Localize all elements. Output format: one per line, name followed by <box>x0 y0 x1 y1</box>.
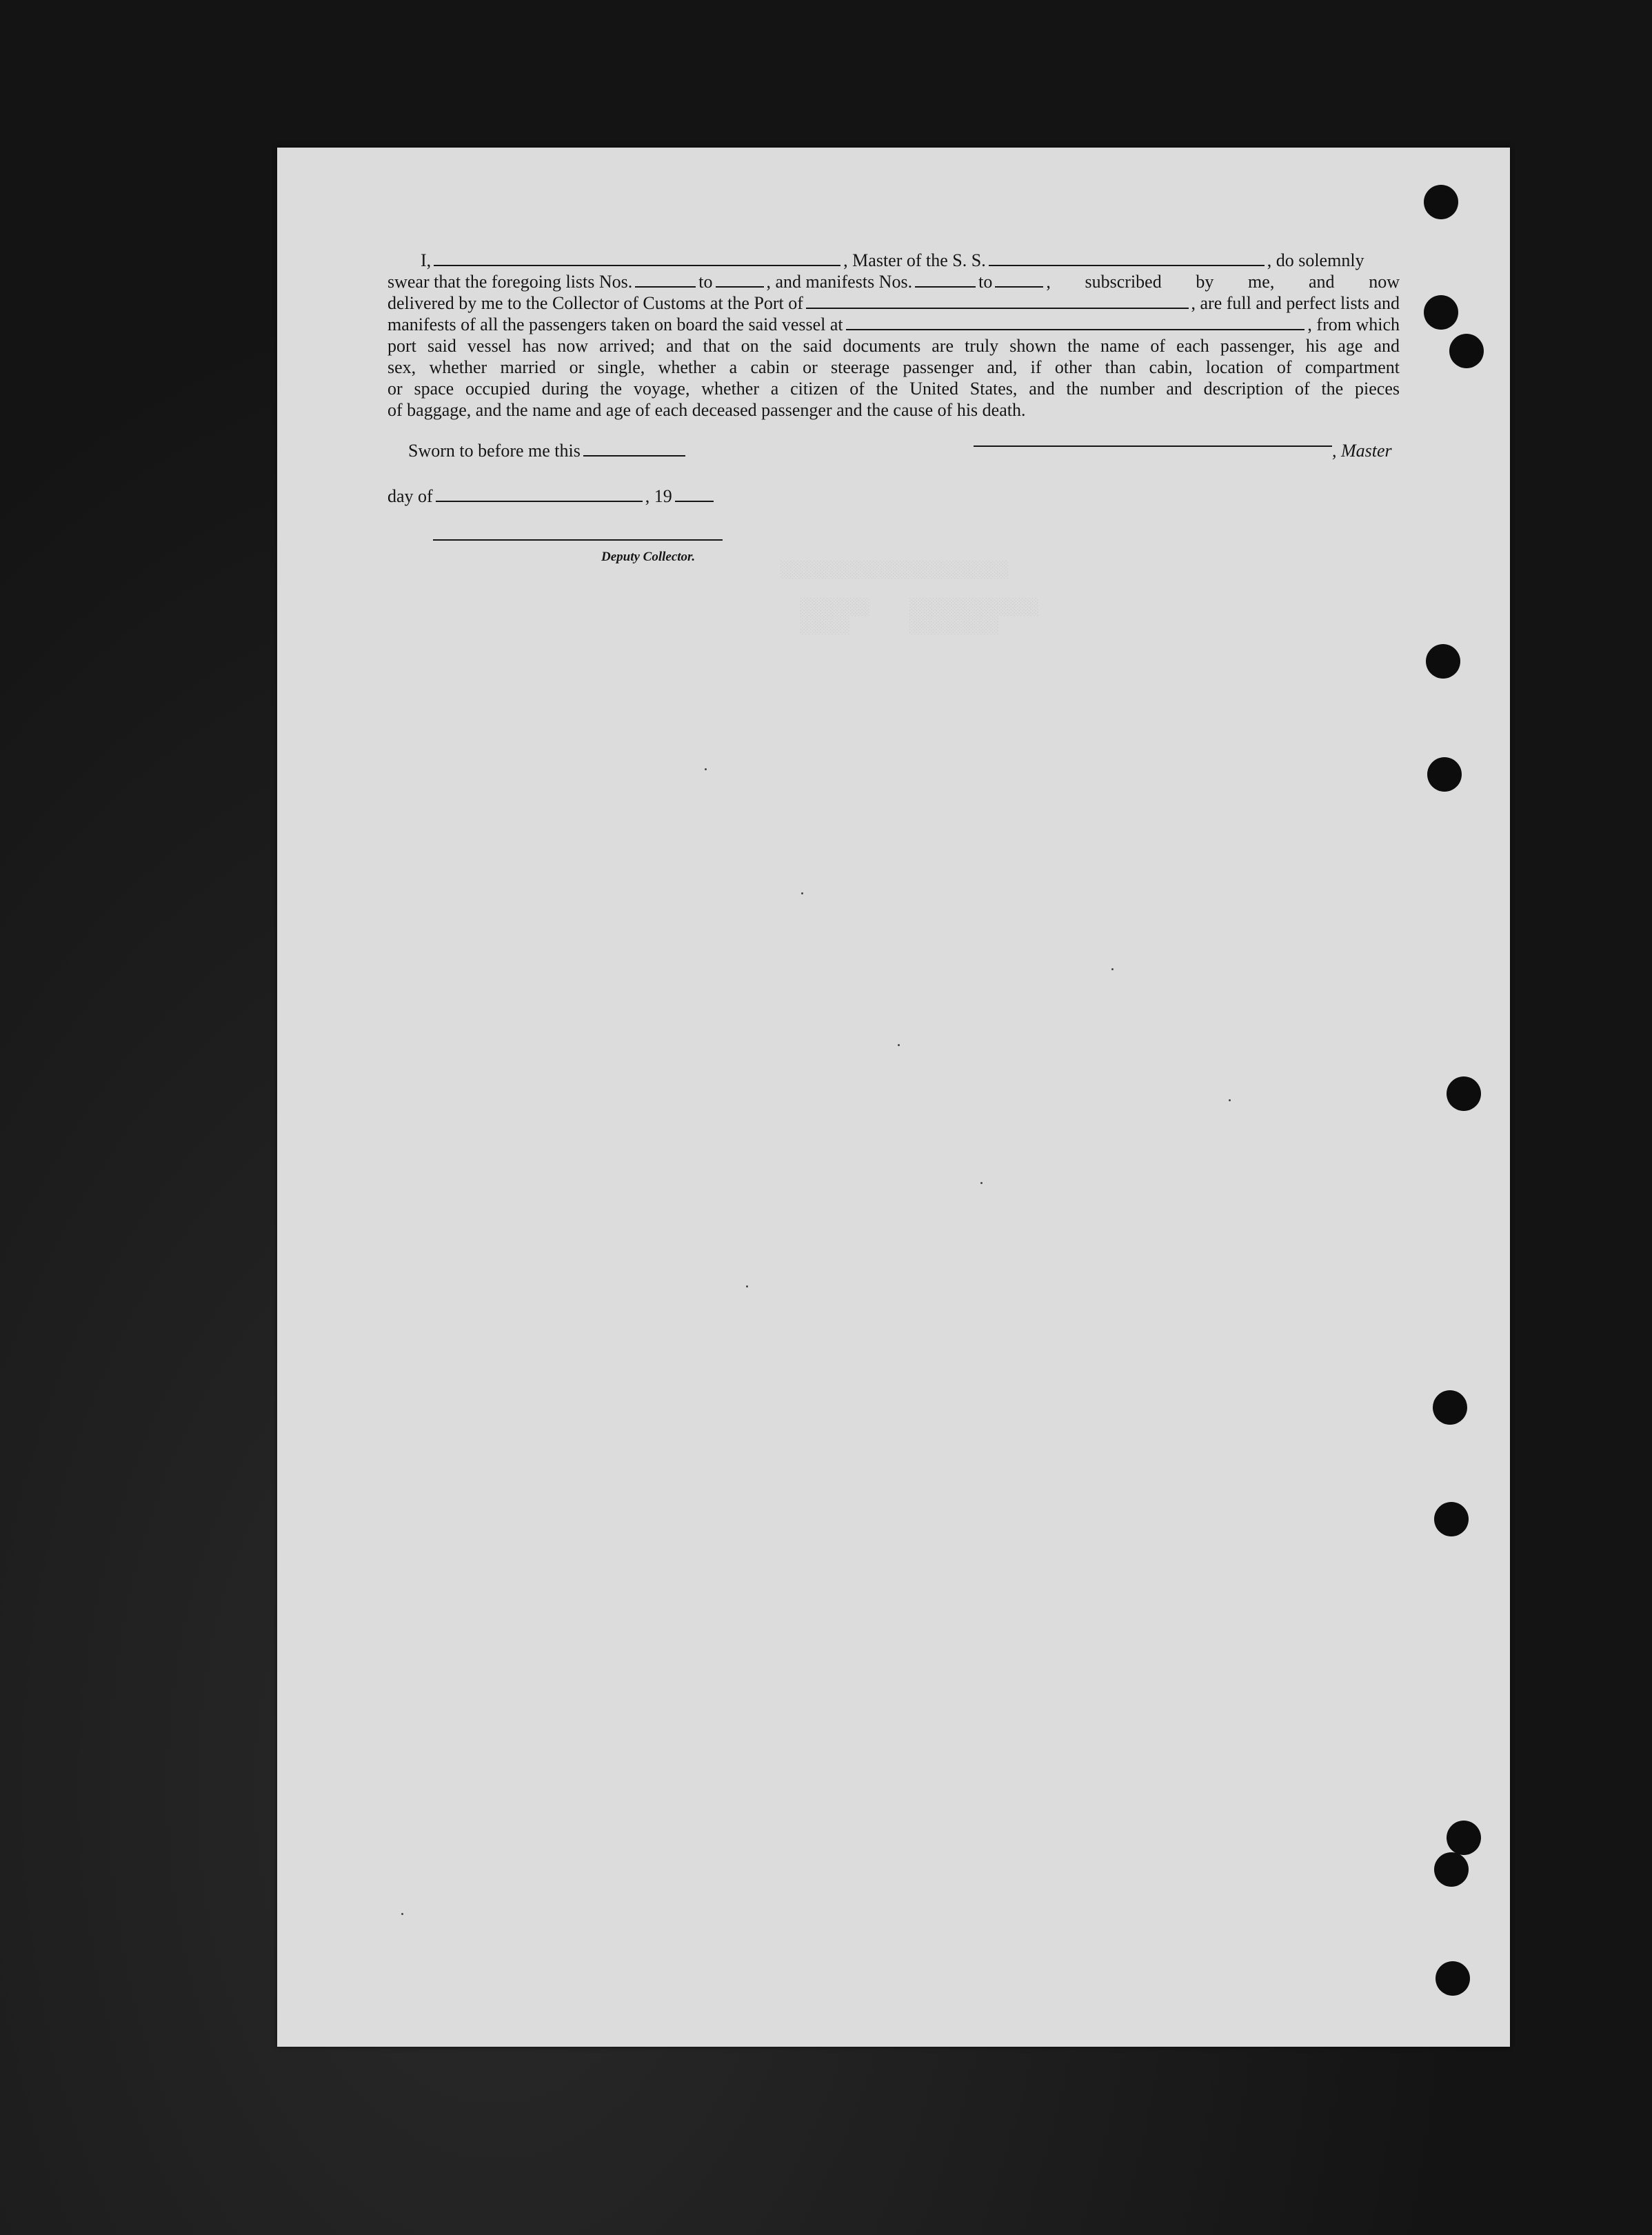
speck <box>801 892 803 894</box>
deputy-collector-label: Deputy Collector. <box>601 550 696 564</box>
binder-hole <box>1424 185 1458 219</box>
speck <box>705 768 707 770</box>
speck <box>746 1285 748 1287</box>
oath-line-2 <box>387 271 1400 292</box>
speck <box>980 1182 983 1184</box>
binder-hole <box>1434 1502 1469 1536</box>
binder-hole <box>1447 1076 1481 1111</box>
speck <box>401 1913 403 1915</box>
speck <box>1229 1099 1231 1101</box>
oath-line-5: port said vessel has now arrived; and that on the said documents are truly shown the name of each passenger, his age and <box>387 336 1400 356</box>
manifests-from-blank[interactable] <box>915 271 976 288</box>
oath-swear: swear that the foregoing lists Nos. <box>387 272 633 292</box>
oath-to-1: to <box>698 272 713 292</box>
oath-line-8: of baggage, and the name and age of each deceased passenger and the cause of his death. <box>387 400 1026 420</box>
embark-port-blank[interactable] <box>846 314 1305 330</box>
deputy-signature-line[interactable] <box>433 539 723 541</box>
manifest-page <box>277 148 1510 2047</box>
day-of-line <box>387 485 760 507</box>
binder-hole <box>1426 644 1460 679</box>
binder-hole <box>1427 757 1462 792</box>
speck <box>898 1044 900 1046</box>
bleed-through-text: ░░░░░░░░░░░░░░░░░░░░░░░ ░░░░░░░ ░░░░░░░░░░░░░ ░░░░░ ░░░░░░░░░ <box>780 561 1039 636</box>
oath-delivered: delivered by me to the Collector of Customs at the Port of <box>387 293 803 313</box>
oath-manifests: manifests of all the passengers taken on board the said vessel at <box>387 314 843 334</box>
master-label: , Master <box>1332 441 1392 461</box>
oath-subscribed: , subscribed by me, and now <box>1046 272 1400 292</box>
oath-to-2: to <box>978 272 993 292</box>
speck <box>1111 968 1114 970</box>
sworn-label: Sworn to before me this <box>408 441 581 461</box>
master-name-blank[interactable] <box>434 250 840 266</box>
oath-line-1 <box>387 250 1400 271</box>
oath-i: I, <box>421 250 432 270</box>
month-blank[interactable] <box>436 485 643 502</box>
master-signature-line[interactable] <box>974 445 1332 447</box>
sworn-day-blank[interactable] <box>583 440 685 457</box>
oath-from-which: , from which <box>1307 314 1400 334</box>
manifests-to-blank[interactable] <box>995 271 1043 288</box>
sworn-line <box>408 440 753 461</box>
day-of-label: day of <box>387 486 433 506</box>
oath-line-3 <box>387 292 1400 314</box>
binder-hole <box>1436 1961 1470 1996</box>
oath-line-4 <box>387 314 1400 335</box>
year-prefix: , 19 <box>645 486 672 506</box>
oath-full: , are full and perfect lists and <box>1191 293 1400 313</box>
oath-and-manifests: , and manifests Nos. <box>766 272 913 292</box>
oath-do-solemnly: , do solemnly <box>1267 250 1364 270</box>
binder-hole <box>1433 1390 1467 1425</box>
oath-master-of: , Master of the S. S. <box>843 250 986 270</box>
lists-from-blank[interactable] <box>635 271 696 288</box>
oath-line-6: sex, whether married or single, whether a cabin or steerage passenger and, if other than cabin, location of compartment <box>387 357 1400 377</box>
port-blank[interactable] <box>806 292 1189 309</box>
lists-to-blank[interactable] <box>716 271 764 288</box>
vessel-name-blank[interactable] <box>989 250 1265 266</box>
oath-line-7: or space occupied during the voyage, whether a citizen of the United States, and the number and description of the pieces <box>387 379 1400 399</box>
binder-hole <box>1449 334 1484 368</box>
binder-hole <box>1434 1852 1469 1887</box>
binder-hole <box>1447 1821 1481 1855</box>
binder-hole <box>1424 295 1458 330</box>
year-blank[interactable] <box>675 485 714 502</box>
